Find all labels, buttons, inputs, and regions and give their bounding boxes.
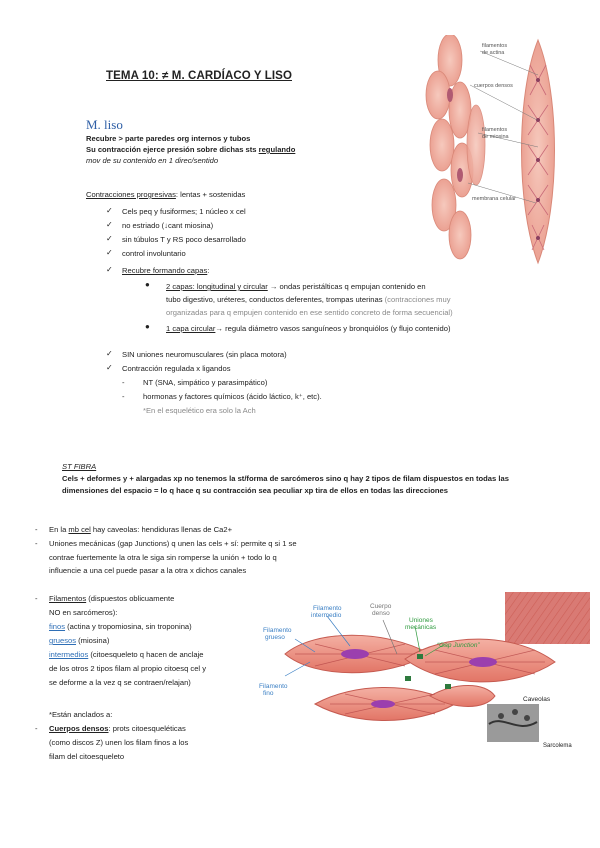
capas-one-text: → regula diámetro vasos sanguíneos y bronquiólos (y flujo contenido): [215, 324, 451, 333]
fig2-label-fino: Filamento: [259, 683, 288, 690]
dash-icon: -: [35, 724, 38, 733]
dash-icon: -: [122, 378, 125, 387]
fig1-label-miosina-2: de miosina: [482, 134, 509, 140]
fig2-label-grueso-2: grueso: [265, 634, 285, 641]
intermedios-value: (citoesqueleto q hacen de anclaje: [88, 650, 204, 659]
intro-line-1: Recubre > parte paredes org internos y tubos: [86, 134, 251, 143]
bullet-icon: ●: [145, 280, 150, 289]
intro-regulando: regulando: [258, 145, 296, 154]
capas-two-line: [166, 282, 426, 292]
finos-line: [49, 622, 192, 632]
dash-icon: -: [35, 525, 38, 534]
recubre-colon: :: [207, 266, 210, 275]
capas-one-label: 1 capa circular: [166, 324, 216, 333]
list-item-caveolas-post: hay caveolas: hendiduras llenas de Ca2+: [90, 525, 233, 534]
capas-two-grey-b: organizadas para q empujen contenido en ese sentido concreto de forma secuencial): [166, 308, 453, 317]
check-icon: ✓: [106, 206, 113, 215]
single-muscle-cell: [522, 40, 555, 263]
fig2-label-uniones-2: mecánicas: [405, 624, 437, 631]
recubre-label: Recubre formando capas: [122, 266, 208, 275]
list-item-uniones-2: contrae fuertemente la otra le siga sin romperse la unión + todo lo q: [49, 553, 277, 562]
capas-two-grey-a: (contracciones muy: [382, 295, 451, 304]
filamentos-line: [49, 594, 174, 604]
list-item-caveolas: [49, 525, 232, 535]
intermedios-label: intermedios: [49, 650, 89, 659]
contracciones-rest: : lentas + sostenidas: [175, 190, 246, 199]
check-item: SIN uniones neuromusculares (sin placa motora): [122, 350, 287, 359]
section-heading: M. liso: [86, 117, 123, 132]
filamentos-line-2: NO en sarcómeros):: [49, 608, 118, 617]
recubre-line: [122, 266, 209, 276]
fig2-label-grueso: Filamento: [263, 627, 292, 634]
capas-one-line: [166, 324, 451, 334]
list-item-uniones: Uniones mecánicas (gap Junctions) q unen las cels + sí: permite q si 1 se: [49, 539, 297, 548]
dash-icon: -: [35, 539, 38, 548]
fig2-label-caveolas: Caveolas: [523, 696, 551, 703]
fig2-label-intermedio-2: intermedio: [311, 612, 342, 619]
intro-line-2: [86, 145, 295, 155]
gruesos-label: gruesos: [49, 636, 77, 645]
ligando-item: NT (SNA, simpático y parasimpático): [143, 378, 268, 387]
fig2-label-uniones: Uniones: [409, 617, 433, 624]
check-item: Contracción regulada x ligandos: [122, 364, 231, 373]
st-fibra-line-1: Cels + deformes y + alargadas xp no tenemos la st/forma de sarcómeros sino q hay 2 tipos de filam dispuestos en todas las: [62, 474, 509, 483]
list-item-uniones-3: influencie a una cel puede pasar a la otra x dichos canales: [49, 566, 247, 575]
dash-icon: -: [122, 392, 125, 401]
cuerpos-line-3: filam del citoesqueleto: [49, 752, 125, 761]
intro-line-3: mov de su contenido en 1 direc/sentido: [86, 156, 219, 165]
fig1-label-cuerpos: cuerpos densos: [474, 83, 513, 89]
intermedios-line-3: se deforme a la vez q se contraen/relajan): [49, 678, 191, 687]
finos-label: finos: [49, 622, 66, 631]
gap-junction-figure: [255, 584, 595, 754]
cuerpos-line-2: (como discos Z) unen los filam finos a los: [49, 738, 189, 747]
capas-two-organs: tubo digestivo, uréteres, conductos deferentes, trompas uterinas: [166, 295, 383, 304]
anclados-line: *Están anclados a:: [49, 710, 113, 719]
check-item: Cels peq y fusiformes; 1 núcleo x cel: [122, 207, 246, 216]
fig2-label-cuerpo: Cuerpo: [370, 603, 392, 610]
fig2-label-sarcolema: Sarcolema: [543, 743, 572, 749]
filamentos-rest: (dispuestos oblicuamente: [86, 594, 175, 603]
cuerpos-value: : prots citoesqueléticas: [108, 724, 186, 733]
capas-two-label: 2 capas: longitudinal y circular: [166, 282, 268, 291]
fig2-label-cuerpo-2: denso: [372, 610, 390, 617]
cuerpos-label: Cuerpos densos: [49, 724, 109, 733]
filamentos-label: Filamentos: [49, 594, 87, 603]
check-icon: ✓: [106, 265, 113, 274]
intermedios-line: [49, 650, 204, 660]
bullet-icon: ●: [145, 322, 150, 331]
fig2-label-intermedio: Filamento: [313, 605, 342, 612]
fig1-label-actina-2: de actina: [482, 50, 505, 56]
mb-cel: mb cel: [68, 525, 91, 534]
check-icon: ✓: [106, 248, 113, 257]
fig1-label-miosina: filamentos: [482, 127, 508, 133]
check-item: sin túbulos T y RS poco desarrollado: [122, 235, 246, 244]
gruesos-value: (miosina): [76, 636, 110, 645]
check-item: no estriado (↓cant miosina): [122, 221, 214, 230]
fig1-label-membrana: membrana celular: [472, 196, 517, 202]
st-fibra-line-2: dimensiones del espacio = lo q hace q su contracción sea peculiar xp tira de ellos en todas las direcciones: [62, 486, 448, 495]
capas-two-line-2: [166, 295, 451, 305]
check-icon: ✓: [106, 220, 113, 229]
check-icon: ✓: [106, 234, 113, 243]
page-title: TEMA 10: ≠ M. CARDÍACO Y LISO: [106, 70, 292, 82]
caveolas-micrograph: [487, 704, 539, 742]
note-ach: *En el esquelético era solo la Ach: [143, 406, 256, 415]
contracciones-label: Contracciones progresivas: [86, 190, 176, 199]
fig2-label-fino-2: fino: [263, 690, 274, 697]
muscle-cells-stack: [426, 35, 485, 259]
check-icon: ✓: [106, 363, 113, 372]
ligando-item: hormonas y factores químicos (ácido láctico, k⁺, etc).: [143, 392, 322, 401]
fig1-label-actina: filamentos: [482, 43, 508, 49]
check-item: control involuntario: [122, 249, 186, 258]
smooth-muscle-figure: [420, 35, 590, 265]
intermedios-line-2: de los otros 2 tipos filam al propio citoesq cel y: [49, 664, 207, 673]
capas-two-text: → ondas peristálticas q empujan contenido en: [267, 282, 426, 291]
list-item-caveolas-pre: En la: [49, 525, 69, 534]
dash-icon: -: [35, 594, 38, 603]
gruesos-line: [49, 636, 109, 646]
intro-line-2-text: Su contracción ejerce presión sobre dichas sts: [86, 145, 259, 154]
cuerpos-line: [49, 724, 186, 734]
st-fibra-heading: ST FIBRA: [62, 462, 97, 471]
contracciones-line: [86, 190, 245, 200]
fig2-label-gap: “Gap Junction”: [437, 642, 480, 649]
finos-value: (actina y tropomiosina, sin troponina): [65, 622, 192, 631]
check-icon: ✓: [106, 349, 113, 358]
